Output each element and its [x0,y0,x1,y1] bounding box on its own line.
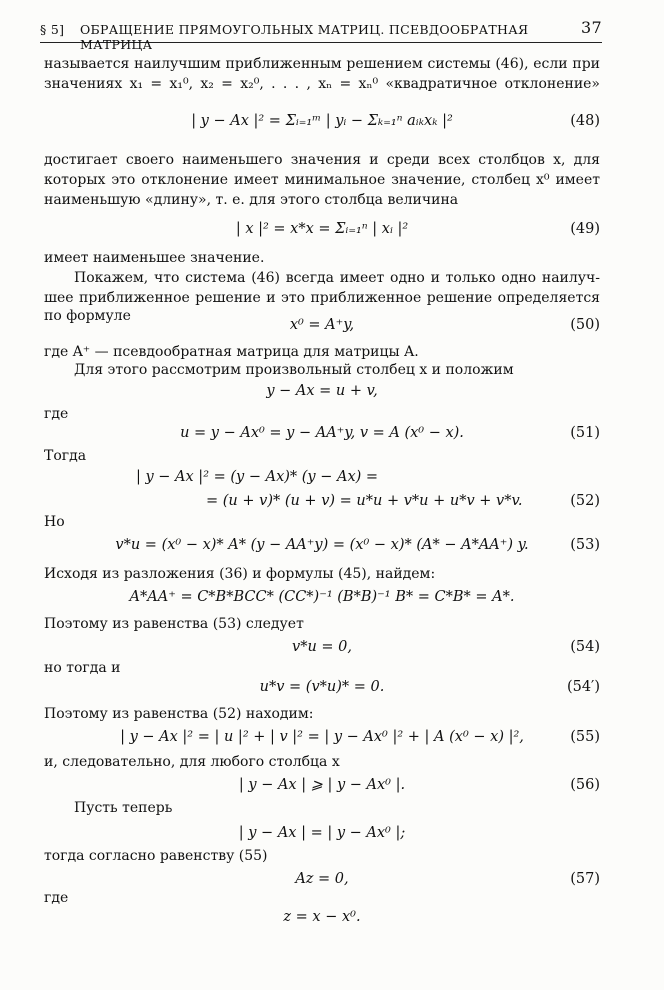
equation-formula: v*u = (x⁰ − x)* A* (y − AA⁺y) = (x⁰ − x)* (A* − A*AA⁺) y. [115,537,529,553]
equation-number: (49) [570,221,600,237]
equation-number: (57) [570,871,600,887]
equation-formula: | y − Ax |² = | u |² + | v |² = | y − Ax⁰ |² + | A (x⁰ − x) |², [120,729,524,745]
equation-formula: u = y − Ax⁰ = y − AA⁺y, v = A (x⁰ − x). [180,425,464,441]
text-line: где A⁺ — псевдообратная матрица для матрицы A. [44,344,419,360]
equation-number: (54) [570,639,600,655]
equation-number: (50) [570,317,600,333]
text-line: Для этого рассмотрим произвольный столбец x и положим [74,362,514,378]
text-line: и, следовательно, для любого столбца x [44,754,340,770]
equation-formula: | y − Ax |² = (y − Ax)* (y − Ax) = [136,469,379,485]
text-line: которых это отклонение имеет минимальное значение, столбец x⁰ имеет [44,172,600,188]
text-line: достигает своего наименьшего значения и среди всех столбцов x, для [44,152,600,168]
text-line: Исходя из разложения (36) и формулы (45), найдем: [44,566,436,582]
text-line: где [44,406,69,422]
equation-number: (54′) [566,679,600,695]
page-number: 37 [581,18,602,37]
equation-number: (51) [570,425,600,441]
equation-formula: x⁰ = A⁺y, [289,317,355,333]
equation-formula: z = x − x⁰. [283,909,361,925]
equation-formula: u*v = (v*u)* = 0. [259,679,385,695]
text-line: наименьшую «длину», т. е. для этого столбца величина [44,192,459,208]
text-line: но тогда и [44,660,121,676]
text-line: шее приближенное решение и это приближенное решение определяется [44,290,600,306]
equation-formula: | y − Ax | = | y − Ax⁰ |; [238,825,406,841]
equation-formula: | y − Ax |² = Σᵢ₌₁ᵐ | yᵢ − Σₖ₌₁ⁿ aᵢₖxₖ |² [191,113,453,129]
equation-formula: | y − Ax | ⩾ | y − Ax⁰ |. [238,777,406,793]
equation-formula: y − Ax = u + v, [266,383,378,399]
equation-number: (52) [570,493,600,509]
text-line: тогда согласно равенству (55) [44,848,268,864]
equation-number: (53) [570,537,600,553]
header-title: ОБРАЩЕНИЕ ПРЯМОУГОЛЬНЫХ МАТРИЦ. ПСЕВДООБРАТНАЯ МАТРИЦА [80,22,529,52]
text-line: Покажем, что система (46) всегда имеет одно и только одно наилуч- [74,270,600,286]
equation-formula: v*u = 0, [292,639,352,655]
text-line: по формуле [44,308,131,324]
equation-number: (48) [570,113,600,129]
section-marker: § 5] [40,22,65,37]
text-line: где [44,890,69,906]
equation-number: (56) [570,777,600,793]
text-line: имеет наименьшее значение. [44,250,265,266]
text-line: значениях x₁ = x₁⁰, x₂ = x₂⁰, . . . , xₙ = xₙ⁰ «квадратичное отклонение» [44,76,600,92]
text-line: Но [44,514,65,530]
text-line: Поэтому из равенства (53) следует [44,616,304,632]
text-line: Тогда [44,448,87,464]
equation-formula: = (u + v)* (u + v) = u*u + v*u + u*v + v*v. [206,493,523,509]
running-header [40,14,602,52]
equation-formula: | x |² = x*x = Σᵢ₌₁ⁿ | xᵢ |² [235,221,409,237]
equation-formula: Az = 0, [295,871,349,887]
equation-formula: A*AA⁺ = C*B*BCC* (CC*)⁻¹ (B*B)⁻¹ B* = C*B* = A*. [129,589,515,605]
text-line: Поэтому из равенства (52) находим: [44,706,314,722]
equation-number: (55) [570,729,600,745]
text-line: Пусть теперь [74,800,173,816]
text-line: называется наилучшим приближенным решением системы (46), если при [44,56,600,72]
